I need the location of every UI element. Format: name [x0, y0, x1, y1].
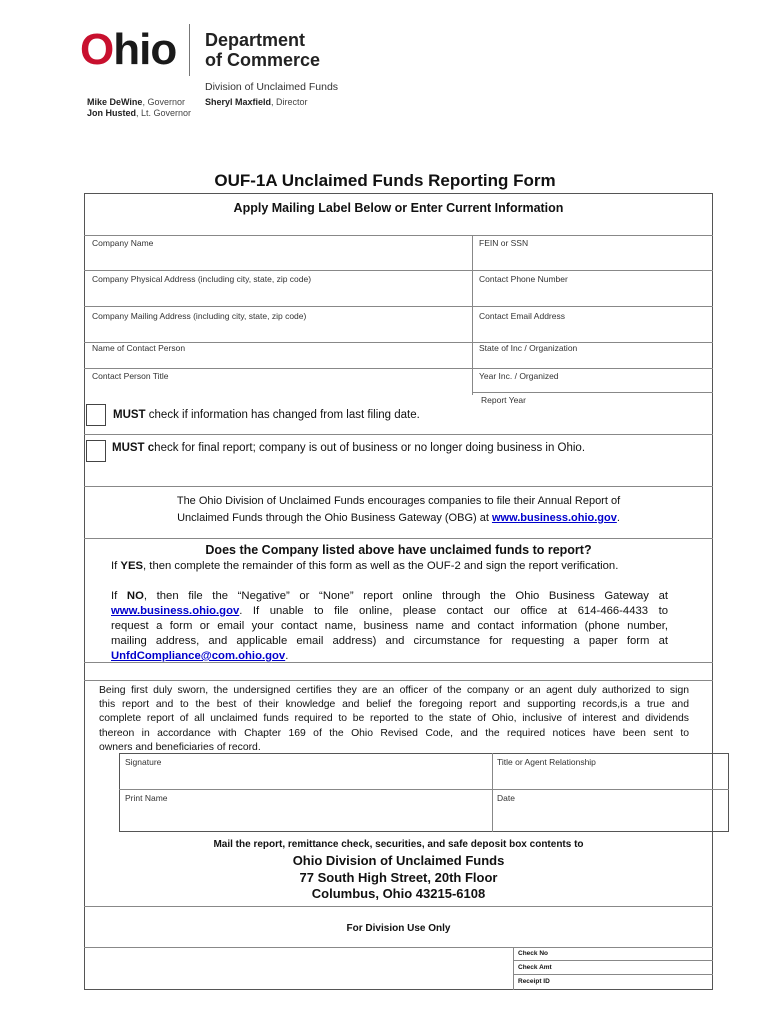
report-year-field[interactable]: [473, 393, 712, 433]
phone-label: Contact Phone Number: [479, 274, 568, 284]
department-name: Department of Commerce: [205, 30, 321, 70]
print-name-label: Print Name: [125, 793, 168, 803]
form-title: OUF-1A Unclaimed Funds Reporting Form: [214, 171, 556, 190]
info-changed-text: MUST check if information has changed from last filing date.: [113, 409, 420, 421]
divider: [84, 947, 713, 948]
contact-name-field[interactable]: [85, 343, 471, 367]
year-inc-field[interactable]: [473, 369, 712, 391]
division-use-heading: For Division Use Only: [346, 923, 451, 934]
date-field[interactable]: [493, 790, 728, 831]
final-report-checkbox[interactable]: [86, 440, 106, 462]
physical-address-field[interactable]: [85, 271, 471, 305]
company-name-field[interactable]: [85, 236, 471, 269]
column-divider: [513, 947, 514, 990]
report-year-label: Report Year: [481, 395, 526, 405]
compliance-email-link[interactable]: UnfdCompliance@com.ohio.gov: [111, 650, 286, 662]
director-block: Sheryl Maxfield, Director: [205, 97, 308, 107]
divider: [84, 434, 713, 435]
print-name-field[interactable]: [120, 790, 491, 831]
date-label: Date: [497, 793, 515, 803]
state-inc-field[interactable]: [473, 343, 712, 367]
info-changed-checkbox[interactable]: [86, 404, 106, 426]
ohio-logo: Ohio: [80, 25, 177, 74]
receipt-id-label: Receipt ID: [518, 978, 550, 985]
email-label: Contact Email Address: [479, 311, 565, 321]
year-inc-label: Year Inc. / Organized: [479, 371, 559, 381]
contact-title-field[interactable]: [85, 369, 471, 395]
title-agent-field[interactable]: [493, 754, 728, 788]
obg-notice: The Ohio Division of Unclaimed Funds encourages companies to file their Annual Report of Unclaimed Funds through the Ohio Business Gateway (OBG) at www.business.ohio.gov.: [176, 495, 621, 524]
divider: [513, 974, 713, 975]
mailing-heading: Apply Mailing Label Below or Enter Current Information: [233, 201, 564, 215]
mailing-address-block: Ohio Division of Unclaimed Funds 77 South High Street, 20th Floor Columbus, Ohio 43215-6108: [292, 853, 505, 901]
fein-label: FEIN or SSN: [479, 238, 529, 248]
divider: [513, 960, 713, 961]
divider: [84, 906, 713, 907]
division-name: Division of Unclaimed Funds: [205, 81, 339, 93]
email-field[interactable]: [473, 307, 712, 341]
yes-instruction: If YES, then complete the remainder of this form as well as the OUF-2 and sign the report verification.: [111, 560, 619, 572]
sworn-statement: Being first duly sworn, the undersigned certifies they are an officer of the company or an agent duly authorized to sign this report and to the best of their knowledge and belief the foregoing report and supporting records,is a true and complete report of all unclaimed funds required to be reported to the state of Ohio, inclusive of interest and dividends thereon in accordance with Chapter 169 of the Ohio Revised Code, and the required notices have been sent to owners and beneficiaries of record.: [99, 685, 689, 753]
divider: [84, 486, 713, 487]
divider: [84, 680, 713, 681]
check-amt-label: Check Amt: [518, 964, 552, 971]
no-instruction: If NO, then file the “Negative” or “None” report online through the Ohio Business Gateway at www.business.ohio.gov. If unable to file online, please contact our office at 614-466-4433 to request a form or email your contact name, business name and contact information (phone number, mailing address, and applicable email address) and circumstance for requesting a paper form at UnfdCompliance@com.ohio.gov.: [111, 590, 668, 662]
divider: [84, 538, 713, 539]
fein-field[interactable]: [473, 236, 712, 269]
question-heading: Does the Company listed above have unclaimed funds to report?: [205, 543, 592, 557]
contact-title-label: Contact Person Title: [92, 371, 169, 381]
phone-field[interactable]: [473, 271, 712, 305]
mailing-address-field[interactable]: [85, 307, 471, 341]
physical-address-label: Company Physical Address (including city, state, zip code): [92, 274, 312, 284]
gateway-link[interactable]: www.business.ohio.gov: [111, 605, 240, 617]
mail-instruction: Mail the report, remittance check, securities, and safe deposit box contents to: [213, 839, 584, 850]
check-no-label: Check No: [518, 950, 548, 957]
state-inc-label: State of Inc / Organization: [479, 343, 578, 353]
final-report-text: MUST check for final report; company is out of business or no longer doing business in Ohio.: [112, 442, 586, 454]
logo-divider: [189, 24, 190, 76]
governor-block: Mike DeWine, Governor Jon Husted, Lt. Governor: [87, 97, 192, 118]
divider: [84, 662, 713, 663]
signature-field[interactable]: [120, 754, 491, 788]
contact-name-label: Name of Contact Person: [92, 343, 186, 353]
mailing-address-label: Company Mailing Address (including city, state, zip code): [92, 311, 307, 321]
title-agent-label: Title or Agent Relationship: [497, 757, 596, 767]
company-name-label: Company Name: [92, 238, 154, 248]
signature-label: Signature: [125, 757, 162, 767]
obg-link[interactable]: www.business.ohio.gov: [491, 512, 617, 524]
